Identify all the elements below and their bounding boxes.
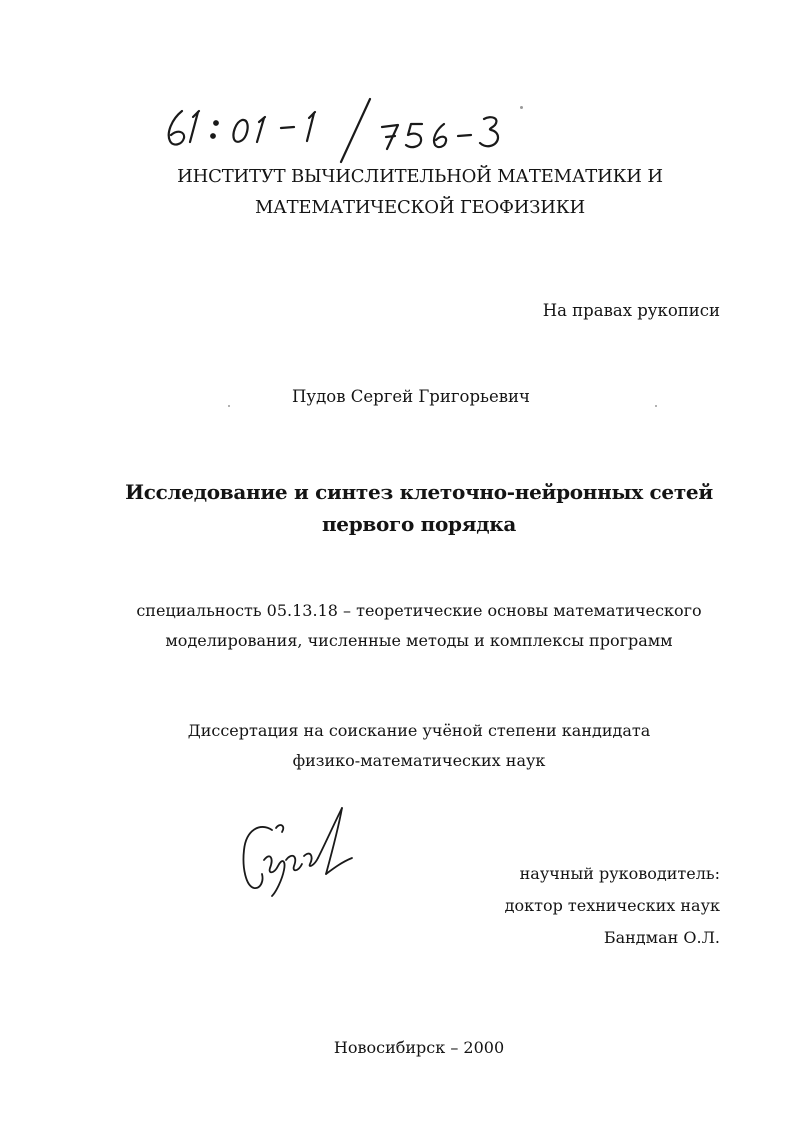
specialty-line-2: моделирования, численные методы и комплексы программ — [165, 631, 673, 650]
specialty-statement — [0, 596, 793, 656]
manuscript-rights-note: На правах рукописи — [542, 301, 720, 320]
handwritten-archive-code — [160, 95, 520, 165]
signature-drawing — [230, 800, 360, 900]
handwritten-signature — [230, 800, 360, 900]
scan-speck — [228, 405, 230, 407]
institute-name-line-1: ИНСТИТУТ ВЫЧИСЛИТЕЛЬНОЙ МАТЕМАТИКИ И — [177, 166, 663, 187]
handwritten-code-drawing — [160, 95, 520, 165]
scientific-supervisor — [505, 858, 720, 954]
scan-speck — [520, 106, 523, 109]
supervisor-name: Бандман О.Л. — [603, 928, 720, 947]
degree-statement — [0, 716, 793, 776]
institute-name — [0, 161, 793, 223]
city-and-year: Новосибирск – 2000 — [333, 1038, 505, 1057]
degree-line-2: физико-математических наук — [292, 751, 546, 770]
institute-name-line-2: МАТЕМАТИЧЕСКОЙ ГЕОФИЗИКИ — [254, 197, 586, 218]
specialty-line-1: специальность 05.13.18 – теоретические основы математического — [136, 601, 702, 620]
dissertation-title — [0, 476, 793, 540]
dissertation-title-line-2: первого порядка — [321, 512, 517, 536]
dissertation-title-line-1: Исследование и синтез клеточно-нейронных сетей — [125, 480, 713, 504]
supervisor-degree: доктор технических наук — [504, 896, 720, 915]
supervisor-role: научный руководитель: — [519, 864, 720, 883]
scan-speck — [655, 405, 657, 407]
author-name: Пудов Сергей Григорьевич — [292, 387, 530, 406]
degree-line-1: Диссертация на соискание учёной степени кандидата — [187, 721, 651, 740]
